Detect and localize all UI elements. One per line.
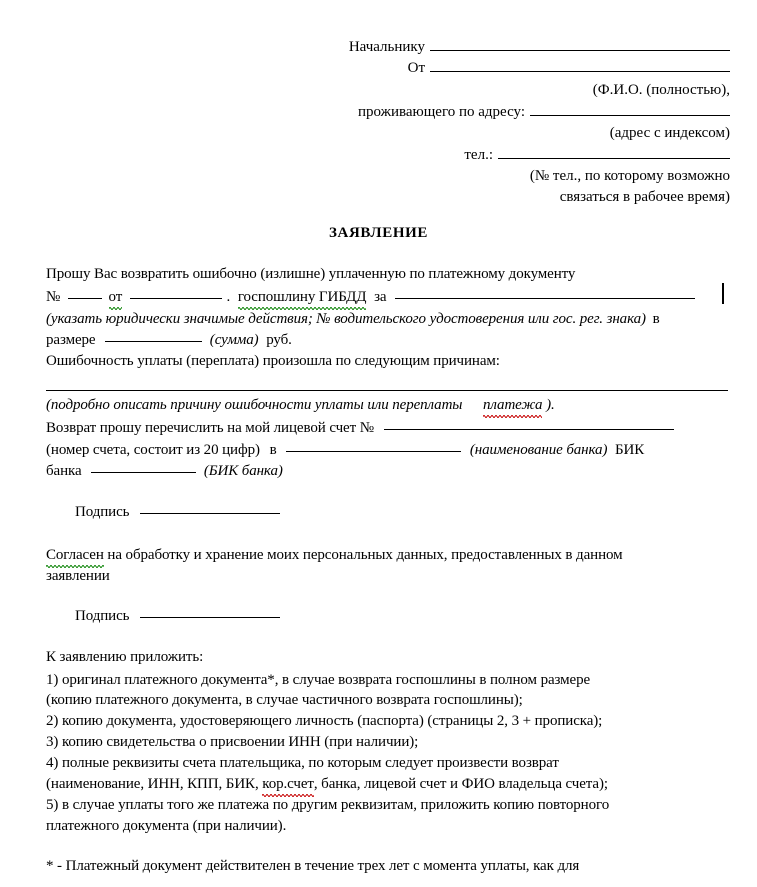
consent-word-flagged: Согласен bbox=[46, 547, 104, 563]
header-row-from bbox=[408, 59, 730, 78]
body-account-hint: (номер счета, состоит из 20 цифр) bbox=[46, 442, 260, 458]
reason-free-text-field[interactable] bbox=[46, 390, 728, 391]
body-hint-actions-tail: в bbox=[652, 311, 660, 327]
signature-field-1[interactable] bbox=[140, 513, 280, 514]
header-row-chief bbox=[349, 38, 730, 57]
attachments-item-2: 2) копию документа, удостоверяющего личность (паспорта) (страницы 2, 3 + прописка); bbox=[46, 713, 603, 729]
body-hint-bik: (БИК банка) bbox=[203, 463, 283, 479]
header-hint-address: (адрес с индексом) bbox=[609, 125, 730, 141]
footnote bbox=[46, 857, 579, 876]
body-reasons-label: Ошибочность уплаты (переплата) произошла по следующим причинам: bbox=[46, 353, 500, 369]
attachments-item-4-detail-pre: (наименование, ИНН, КПП, БИК, bbox=[46, 776, 263, 792]
header-field-phone[interactable] bbox=[498, 158, 730, 159]
header-label-from: От bbox=[407, 60, 425, 76]
signature-line-1 bbox=[75, 503, 280, 522]
header-label-address: проживающего по адресу: bbox=[357, 104, 525, 120]
doc-number-label: № bbox=[46, 289, 61, 305]
body-transfer-line bbox=[46, 419, 674, 438]
body-hint-reason-flagged: платежа bbox=[483, 397, 543, 413]
signature-label-2: Подпись bbox=[75, 608, 130, 624]
body-hint-amount: (сумма) bbox=[209, 332, 259, 348]
attachments-item-5: 5) в случае уплаты того же платежа по другим реквизитам, приложить копию повторного bbox=[46, 797, 610, 813]
doc-duty-label: госпошлину ГИБДД bbox=[237, 289, 367, 305]
attachments-item-1b: (копию платежного документа, в случае частичного возврата госпошлины); bbox=[46, 692, 523, 708]
attachments-item-5b: платежного документа (при наличии). bbox=[46, 818, 287, 834]
body-amount-label: размере bbox=[46, 332, 96, 348]
body-hint-actions bbox=[46, 310, 660, 329]
header-hint-phone-line2: связаться в рабочее время) bbox=[559, 189, 730, 205]
attachments-item-4: 4) полные реквизиты счета плательщика, по которым следует произвести возврат bbox=[46, 755, 559, 771]
header-field-chief[interactable] bbox=[430, 50, 730, 51]
attachments-item-4-detail-flagged: кор.счет bbox=[262, 776, 314, 792]
body-transfer-label: Возврат прошу перечислить на мой лицевой счет № bbox=[46, 420, 374, 436]
doc-date-field[interactable] bbox=[130, 298, 222, 299]
body-hint-bank-name: (наименование банка) bbox=[469, 442, 608, 458]
header-block bbox=[349, 38, 730, 57]
header-hint-fio: (Ф.И.О. (полностью), bbox=[592, 82, 730, 98]
header-label-chief: Начальнику bbox=[348, 39, 425, 55]
header-field-address[interactable] bbox=[530, 115, 730, 116]
signature-field-2[interactable] bbox=[140, 617, 280, 618]
body-hint-reason-text: (подробно описать причину ошибочности уплаты или переплаты bbox=[46, 397, 463, 413]
attachments-item-4-detail-post: , банка, лицевой счет и ФИО владельца счета); bbox=[313, 776, 608, 792]
text-caret bbox=[722, 283, 724, 304]
attachments-item-3: 3) копию свидетельства о присвоении ИНН (при наличии); bbox=[46, 734, 419, 750]
body-amount-unit: руб. bbox=[266, 332, 292, 348]
header-field-from[interactable] bbox=[430, 71, 730, 72]
attachments-heading: К заявлению приложить: bbox=[46, 649, 204, 665]
consent-line-2: заявлении bbox=[46, 568, 110, 584]
doc-action-field[interactable] bbox=[395, 298, 695, 299]
header-label-phone: тел.: bbox=[464, 147, 493, 163]
body-hint-reason bbox=[46, 396, 555, 415]
body-bank-label: банка bbox=[46, 463, 82, 479]
doc-line-dot: . bbox=[226, 289, 231, 305]
body-intro: Прошу Вас возвратить ошибочно (излишне) уплаченную по платежному документу bbox=[46, 266, 576, 282]
doc-from-label: от bbox=[108, 289, 123, 305]
body-hint-reason-close: ). bbox=[546, 397, 555, 413]
consent-line-1 bbox=[46, 546, 623, 565]
body-doc-line bbox=[46, 288, 695, 307]
body-hint-actions-text: (указать юридически значимые действия; № водительского удостоверения или гос. рег. знака) bbox=[46, 311, 646, 327]
header-row-phone bbox=[464, 146, 730, 165]
body-bik-line bbox=[46, 462, 283, 481]
attachments-item-1: 1) оригинал платежного документа*, в случае возврата госпошлины в полном размере bbox=[46, 672, 591, 688]
body-bik-field[interactable] bbox=[91, 472, 196, 473]
body-amount-field[interactable] bbox=[105, 341, 202, 342]
signature-line-2 bbox=[75, 607, 280, 626]
footnote-text: * - Платежный документ действителен в течение трех лет с момента уплаты, как для bbox=[46, 858, 580, 874]
consent-rest: на обработку и хранение моих персональных данных, предоставленных в данном bbox=[103, 547, 623, 563]
body-bik-label: БИК bbox=[615, 442, 645, 458]
page-title: ЗАЯВЛЕНИЕ bbox=[329, 225, 428, 241]
header-row-address bbox=[358, 103, 730, 122]
body-bank-field[interactable] bbox=[286, 451, 461, 452]
body-amount-line bbox=[46, 331, 292, 350]
header-hint-phone-line1: (№ тел., по которому возможно bbox=[529, 168, 730, 184]
body-account-field[interactable] bbox=[384, 429, 674, 430]
body-account-hint-line bbox=[46, 441, 644, 460]
signature-label-1: Подпись bbox=[75, 504, 130, 520]
body-in-label: в bbox=[269, 442, 277, 458]
doc-number-field[interactable] bbox=[68, 298, 102, 299]
doc-for-label: за bbox=[374, 289, 387, 305]
attachments-item-4-detail bbox=[46, 775, 608, 794]
